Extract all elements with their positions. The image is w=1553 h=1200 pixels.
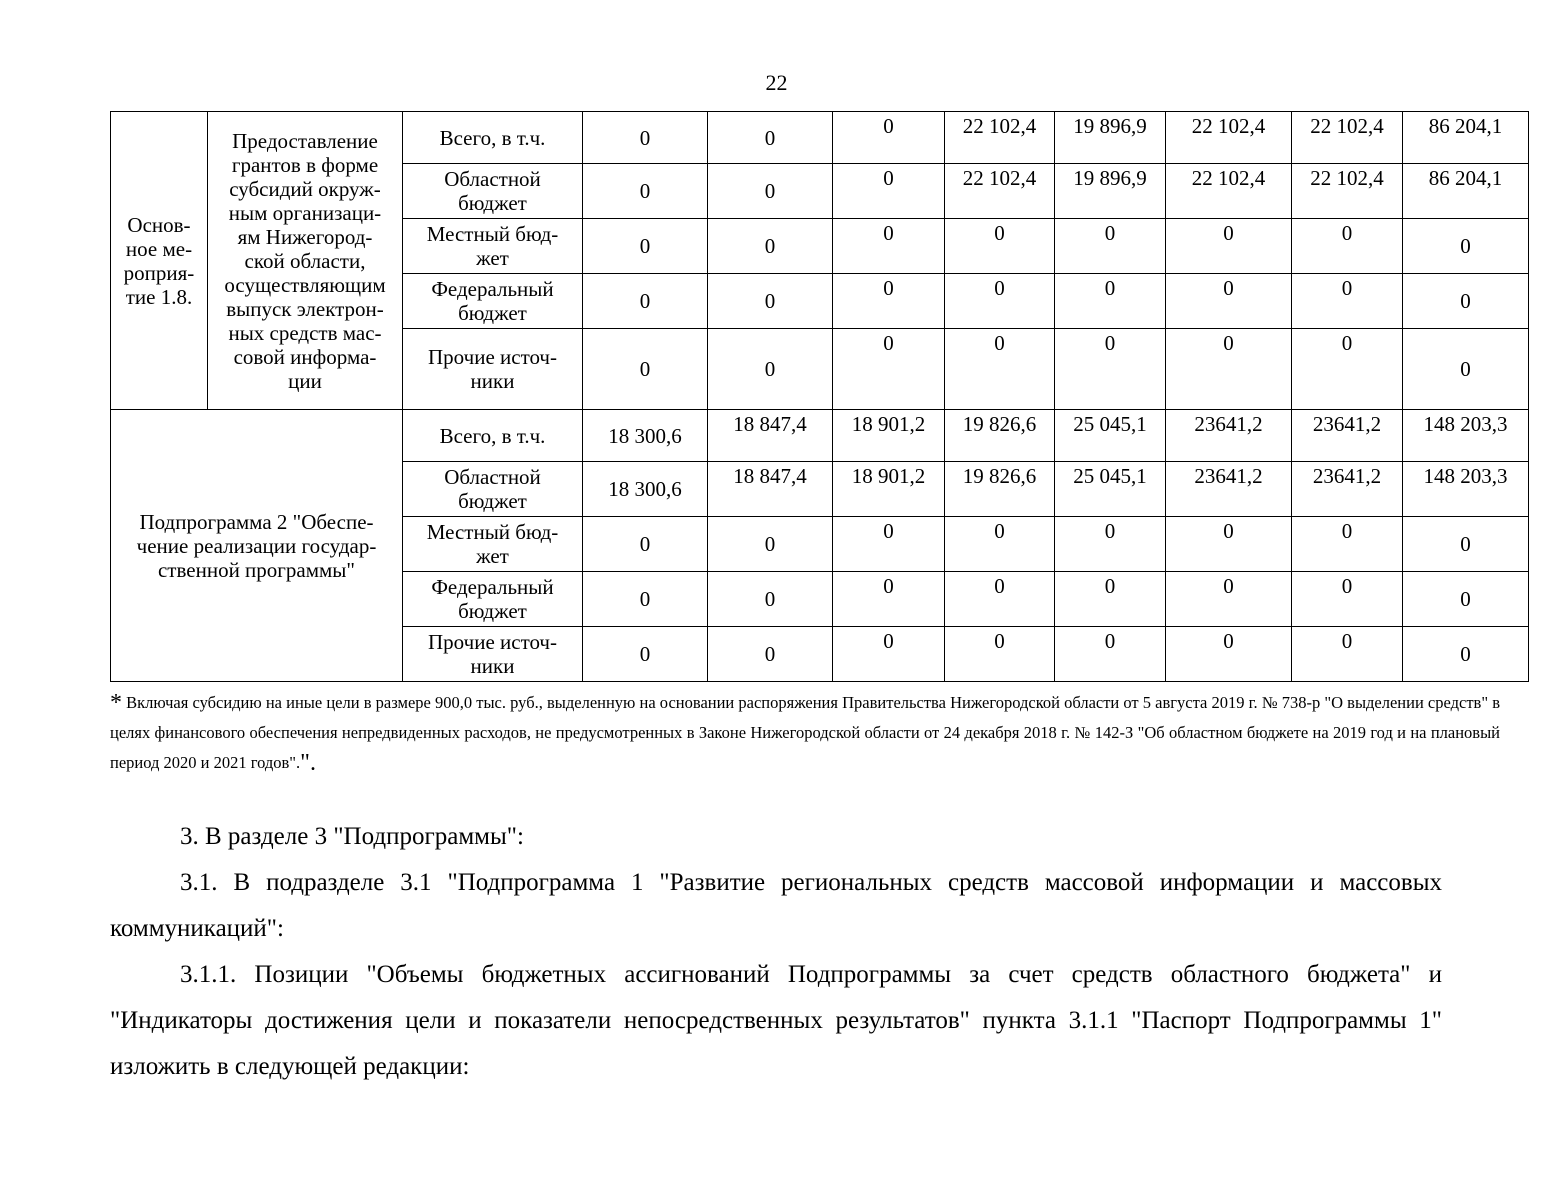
funding-source-cell-line: бюджет — [458, 599, 527, 623]
event-label-cell — [111, 112, 208, 410]
value-cell: 0 — [1055, 329, 1166, 410]
footnote-star: * — [110, 690, 122, 716]
funding-source-cell — [403, 219, 583, 274]
value-cell: 19 896,9 — [1055, 164, 1166, 219]
value-cell: 0 — [1055, 572, 1166, 627]
value-cell: 0 — [708, 627, 833, 682]
value-cell: 0 — [1292, 274, 1403, 329]
value-cell: 0 — [708, 274, 833, 329]
value-cell: 0 — [1403, 329, 1529, 410]
value-cell: 23641,2 — [1166, 462, 1292, 517]
value-cell: 0 — [945, 329, 1055, 410]
funding-source-cell — [403, 329, 583, 410]
value-cell: 0 — [1292, 517, 1403, 572]
value-cell: 0 — [833, 164, 945, 219]
event-label-cell-line: Основ- — [127, 212, 191, 237]
value-cell: 18 847,4 — [708, 410, 833, 462]
value-cell: 22 102,4 — [945, 164, 1055, 219]
funding-source-cell — [403, 517, 583, 572]
value-cell: 23641,2 — [1292, 410, 1403, 462]
value-cell: 0 — [708, 572, 833, 627]
value-cell: 0 — [1055, 627, 1166, 682]
event-description-cell-line: ской области, — [244, 248, 366, 273]
funding-source-cell-line: жет — [476, 544, 509, 568]
funding-source-cell — [403, 274, 583, 329]
funding-source-cell-line: Областной — [444, 167, 541, 191]
value-cell: 0 — [708, 517, 833, 572]
paragraph-section-3: 3. В разделе 3 "Подпрограммы": — [180, 823, 524, 850]
event-description-cell-line: осуществляющим — [224, 272, 386, 297]
budget-table — [110, 111, 1529, 682]
subprogram-name-cell-line: чение реализации государ- — [136, 533, 377, 558]
event-description-cell-line: грантов в форме — [231, 152, 379, 177]
funding-source-cell-line: бюджет — [458, 191, 527, 215]
event-label-cell-line: тие 1.8. — [125, 284, 193, 309]
table-row — [111, 410, 1529, 462]
value-cell: 23641,2 — [1292, 462, 1403, 517]
value-cell: 0 — [583, 219, 708, 274]
funding-source-cell-line: бюджет — [458, 489, 527, 513]
subprogram-name-cell-line: ственной программы" — [157, 557, 355, 582]
value-cell: 0 — [833, 274, 945, 329]
value-cell: 18 300,6 — [583, 462, 708, 517]
value-cell: 25 045,1 — [1055, 462, 1166, 517]
value-cell: 0 — [1055, 219, 1166, 274]
value-cell: 0 — [833, 627, 945, 682]
funding-source-cell — [403, 410, 583, 462]
value-cell: 0 — [1403, 572, 1529, 627]
funding-source-cell-line: ники — [470, 654, 515, 678]
value-cell: 0 — [833, 112, 945, 164]
funding-source-cell — [403, 164, 583, 219]
funding-source-cell-line: Всего, в т.ч. — [439, 423, 546, 448]
footnote — [110, 688, 1500, 778]
value-cell: 0 — [1166, 274, 1292, 329]
value-cell: 0 — [1292, 329, 1403, 410]
event-description-cell — [208, 112, 403, 410]
subprogram-name-cell-line: Подпрограмма 2 "Обеспе- — [139, 509, 374, 534]
value-cell: 0 — [583, 627, 708, 682]
value-cell: 0 — [1166, 219, 1292, 274]
funding-source-cell-line: Местный бюд- — [426, 520, 559, 544]
value-cell: 0 — [833, 517, 945, 572]
value-cell: 22 102,4 — [945, 112, 1055, 164]
value-cell: 18 901,2 — [833, 462, 945, 517]
value-cell: 0 — [1292, 627, 1403, 682]
value-cell: 22 102,4 — [1292, 164, 1403, 219]
funding-source-cell-line: Федеральный — [431, 277, 554, 301]
funding-source-cell — [403, 462, 583, 517]
value-cell: 19 826,6 — [945, 462, 1055, 517]
value-cell: 25 045,1 — [1055, 410, 1166, 462]
value-cell: 0 — [708, 329, 833, 410]
value-cell: 0 — [1166, 572, 1292, 627]
value-cell: 0 — [1292, 572, 1403, 627]
value-cell: 0 — [708, 112, 833, 164]
funding-source-cell-line: ники — [470, 369, 515, 393]
value-cell: 0 — [1403, 219, 1529, 274]
event-description-cell-line: совой информа- — [233, 344, 377, 369]
value-cell: 0 — [945, 274, 1055, 329]
value-cell: 0 — [583, 164, 708, 219]
funding-source-cell — [403, 627, 583, 682]
value-cell: 18 847,4 — [708, 462, 833, 517]
funding-source-cell-line: бюджет — [458, 301, 527, 325]
event-description-cell-line: выпуск электрон- — [226, 296, 384, 321]
event-description-cell-line: субсидий окруж- — [229, 176, 381, 201]
value-cell: 0 — [1403, 627, 1529, 682]
value-cell: 0 — [1055, 274, 1166, 329]
event-description-cell-line: ции — [288, 368, 322, 393]
value-cell: 0 — [583, 517, 708, 572]
footnote-text: Включая субсидию на иные цели в размере 900,0 тыс. руб., выделенную на основании распоряжения Правительства Нижегородской области от 5 августа 2019 г. № 738-р "О выделении средств" в целях финансового обеспечения непредвиденных расходов, не предусмотренных в Законе Нижегородской области от 24 декабря 2018 г. № 142-З "Об областном бюджете на 2019 год и на плановый период 2020 и 2021 годов". — [110, 693, 1500, 772]
value-cell: 0 — [708, 164, 833, 219]
table-row — [111, 112, 1529, 164]
value-cell: 0 — [1166, 329, 1292, 410]
event-label-cell-line: ное ме- — [125, 236, 193, 261]
value-cell: 0 — [1166, 517, 1292, 572]
value-cell: 19 826,6 — [945, 410, 1055, 462]
funding-source-cell-line: Местный бюд- — [426, 222, 559, 246]
funding-source-cell-line: Федеральный — [431, 575, 554, 599]
value-cell: 0 — [1403, 274, 1529, 329]
value-cell: 148 203,3 — [1403, 462, 1529, 517]
value-cell: 18 300,6 — [583, 410, 708, 462]
value-cell: 0 — [1055, 517, 1166, 572]
value-cell: 0 — [945, 517, 1055, 572]
value-cell: 148 203,3 — [1403, 410, 1529, 462]
value-cell: 0 — [583, 572, 708, 627]
funding-source-cell-line: жет — [476, 246, 509, 270]
value-cell: 0 — [1166, 627, 1292, 682]
event-label-cell-line: роприя- — [123, 260, 195, 285]
value-cell: 0 — [1292, 219, 1403, 274]
value-cell: 0 — [945, 219, 1055, 274]
value-cell: 19 896,9 — [1055, 112, 1166, 164]
event-description-cell-line: ных средств мас- — [228, 320, 382, 345]
value-cell: 22 102,4 — [1166, 164, 1292, 219]
value-cell: 18 901,2 — [833, 410, 945, 462]
value-cell: 22 102,4 — [1292, 112, 1403, 164]
value-cell: 0 — [583, 112, 708, 164]
value-cell: 0 — [583, 329, 708, 410]
paragraph-item-3-1-1: 3.1.1. Позиции "Объемы бюджетных ассигнований Подпрограммы за счет средств областного бюджета" и "Индикаторы достижения цели и показатели непосредственных результатов" пункта 3.1.1 "Паспорт Подпрограммы 1" изложить в следующей редакции: — [110, 961, 1442, 1080]
funding-source-cell — [403, 112, 583, 164]
subprogram-name-cell — [111, 410, 403, 682]
value-cell: 86 204,1 — [1403, 164, 1529, 219]
value-cell: 0 — [945, 627, 1055, 682]
funding-source-cell — [403, 572, 583, 627]
page-number: 22 — [765, 70, 788, 95]
event-description-cell-line: ям Нижегород- — [237, 224, 373, 249]
value-cell: 0 — [708, 219, 833, 274]
value-cell: 0 — [833, 219, 945, 274]
event-description-cell-line: ным организаци- — [228, 200, 382, 225]
value-cell: 23641,2 — [1166, 410, 1292, 462]
table-block-subprogram-2 — [111, 410, 1529, 682]
funding-source-cell-line: Всего, в т.ч. — [439, 125, 546, 150]
value-cell: 0 — [833, 329, 945, 410]
footnote-closing: ". — [300, 750, 316, 776]
value-cell: 86 204,1 — [1403, 112, 1529, 164]
table-block-event-1-8 — [111, 112, 1529, 410]
value-cell: 0 — [583, 274, 708, 329]
event-description-cell-line: Предоставление — [232, 128, 378, 153]
funding-source-cell-line: Областной — [444, 465, 541, 489]
value-cell: 0 — [1403, 517, 1529, 572]
value-cell: 22 102,4 — [1166, 112, 1292, 164]
paragraph-subsection-3-1: 3.1. В подразделе 3.1 "Подпрограмма 1 "Развитие региональных средств массовой информации и массовых коммуникаций": — [110, 869, 1442, 942]
funding-source-cell-line: Прочие источ- — [428, 630, 557, 654]
value-cell: 0 — [833, 572, 945, 627]
value-cell: 0 — [945, 572, 1055, 627]
funding-source-cell-line: Прочие источ- — [428, 345, 557, 369]
